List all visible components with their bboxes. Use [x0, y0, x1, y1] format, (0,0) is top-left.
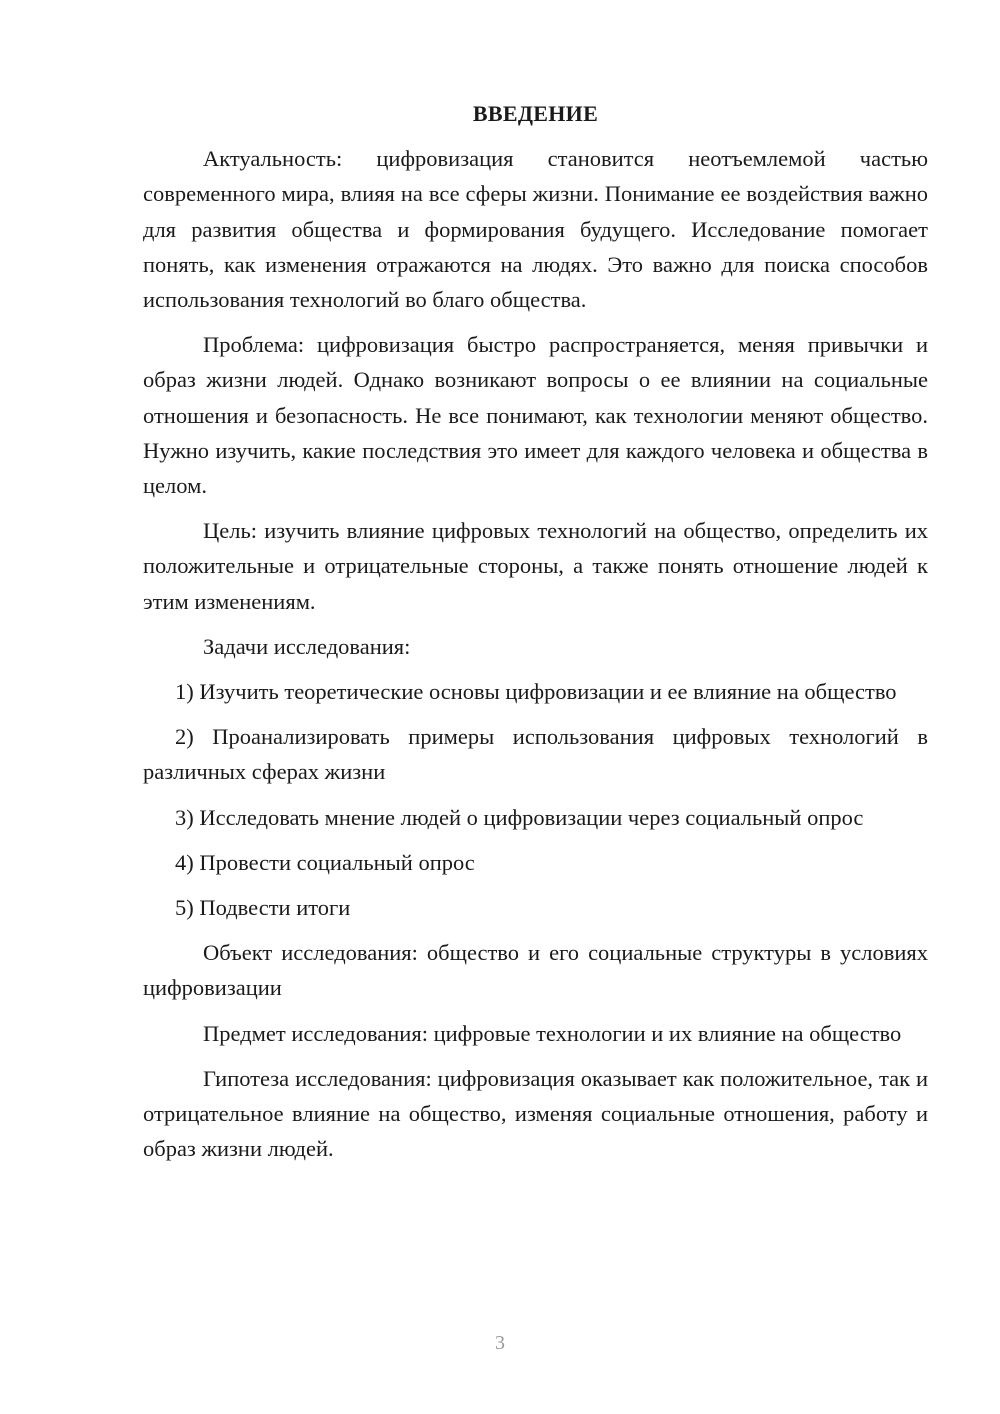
page-number: 3: [495, 1332, 505, 1354]
subject-paragraph: Предмет исследования: цифровые технологии и их влияние на общество: [203, 1020, 902, 1046]
task-item-2: 2) Проанализировать примеры использования цифровых технологий в различных сферах жизни: [143, 724, 928, 785]
goal-paragraph: Цель: изучить влияние цифровых технологий на общество, определить их положительные и отрицательные стороны, а также понять отношение людей к этим изменениям.: [143, 518, 928, 614]
tasks-heading: Задачи исследования:: [203, 633, 411, 659]
page-content: [143, 96, 928, 1176]
task-item-3: 3) Исследовать мнение людей о цифровизации через социальный опрос: [175, 804, 864, 830]
relevance-paragraph: Актуальность: цифровизация становится неотъемлемой частью современного мира, влияя на все сферы жизни. Понимание ее воздействия важно для развития общества и формирования будущего. Исследование помогает понять, как изменения отражаются на людях. Это важно для поиска способов использования технологий во благо общества.: [143, 146, 928, 313]
object-paragraph: Объект исследования: общество и его социальные структуры в условиях цифровизации: [143, 940, 928, 1001]
page-title: ВВЕДЕНИЕ: [472, 101, 599, 126]
problem-paragraph: Проблема: цифровизация быстро распространяется, меняя привычки и образ жизни людей. Однако возникают вопросы о ее влиянии на социальные отношения и безопасность. Не все понимают, как технологии меняют общество. Нужно изучить, какие последствия это имеет для каждого человека и общества в целом.: [143, 332, 928, 499]
task-item-5: 5) Подвести итоги: [175, 895, 351, 921]
hypothesis-paragraph: Гипотеза исследования: цифровизация оказывает как положительное, так и отрицательное влияние на общество, изменяя социальные отношения, работу и образ жизни людей.: [143, 1065, 928, 1162]
task-item-1: 1) Изучить теоретические основы цифровизации и ее влияние на общество: [175, 679, 897, 705]
task-item-4: 4) Провести социальный опрос: [175, 849, 475, 875]
